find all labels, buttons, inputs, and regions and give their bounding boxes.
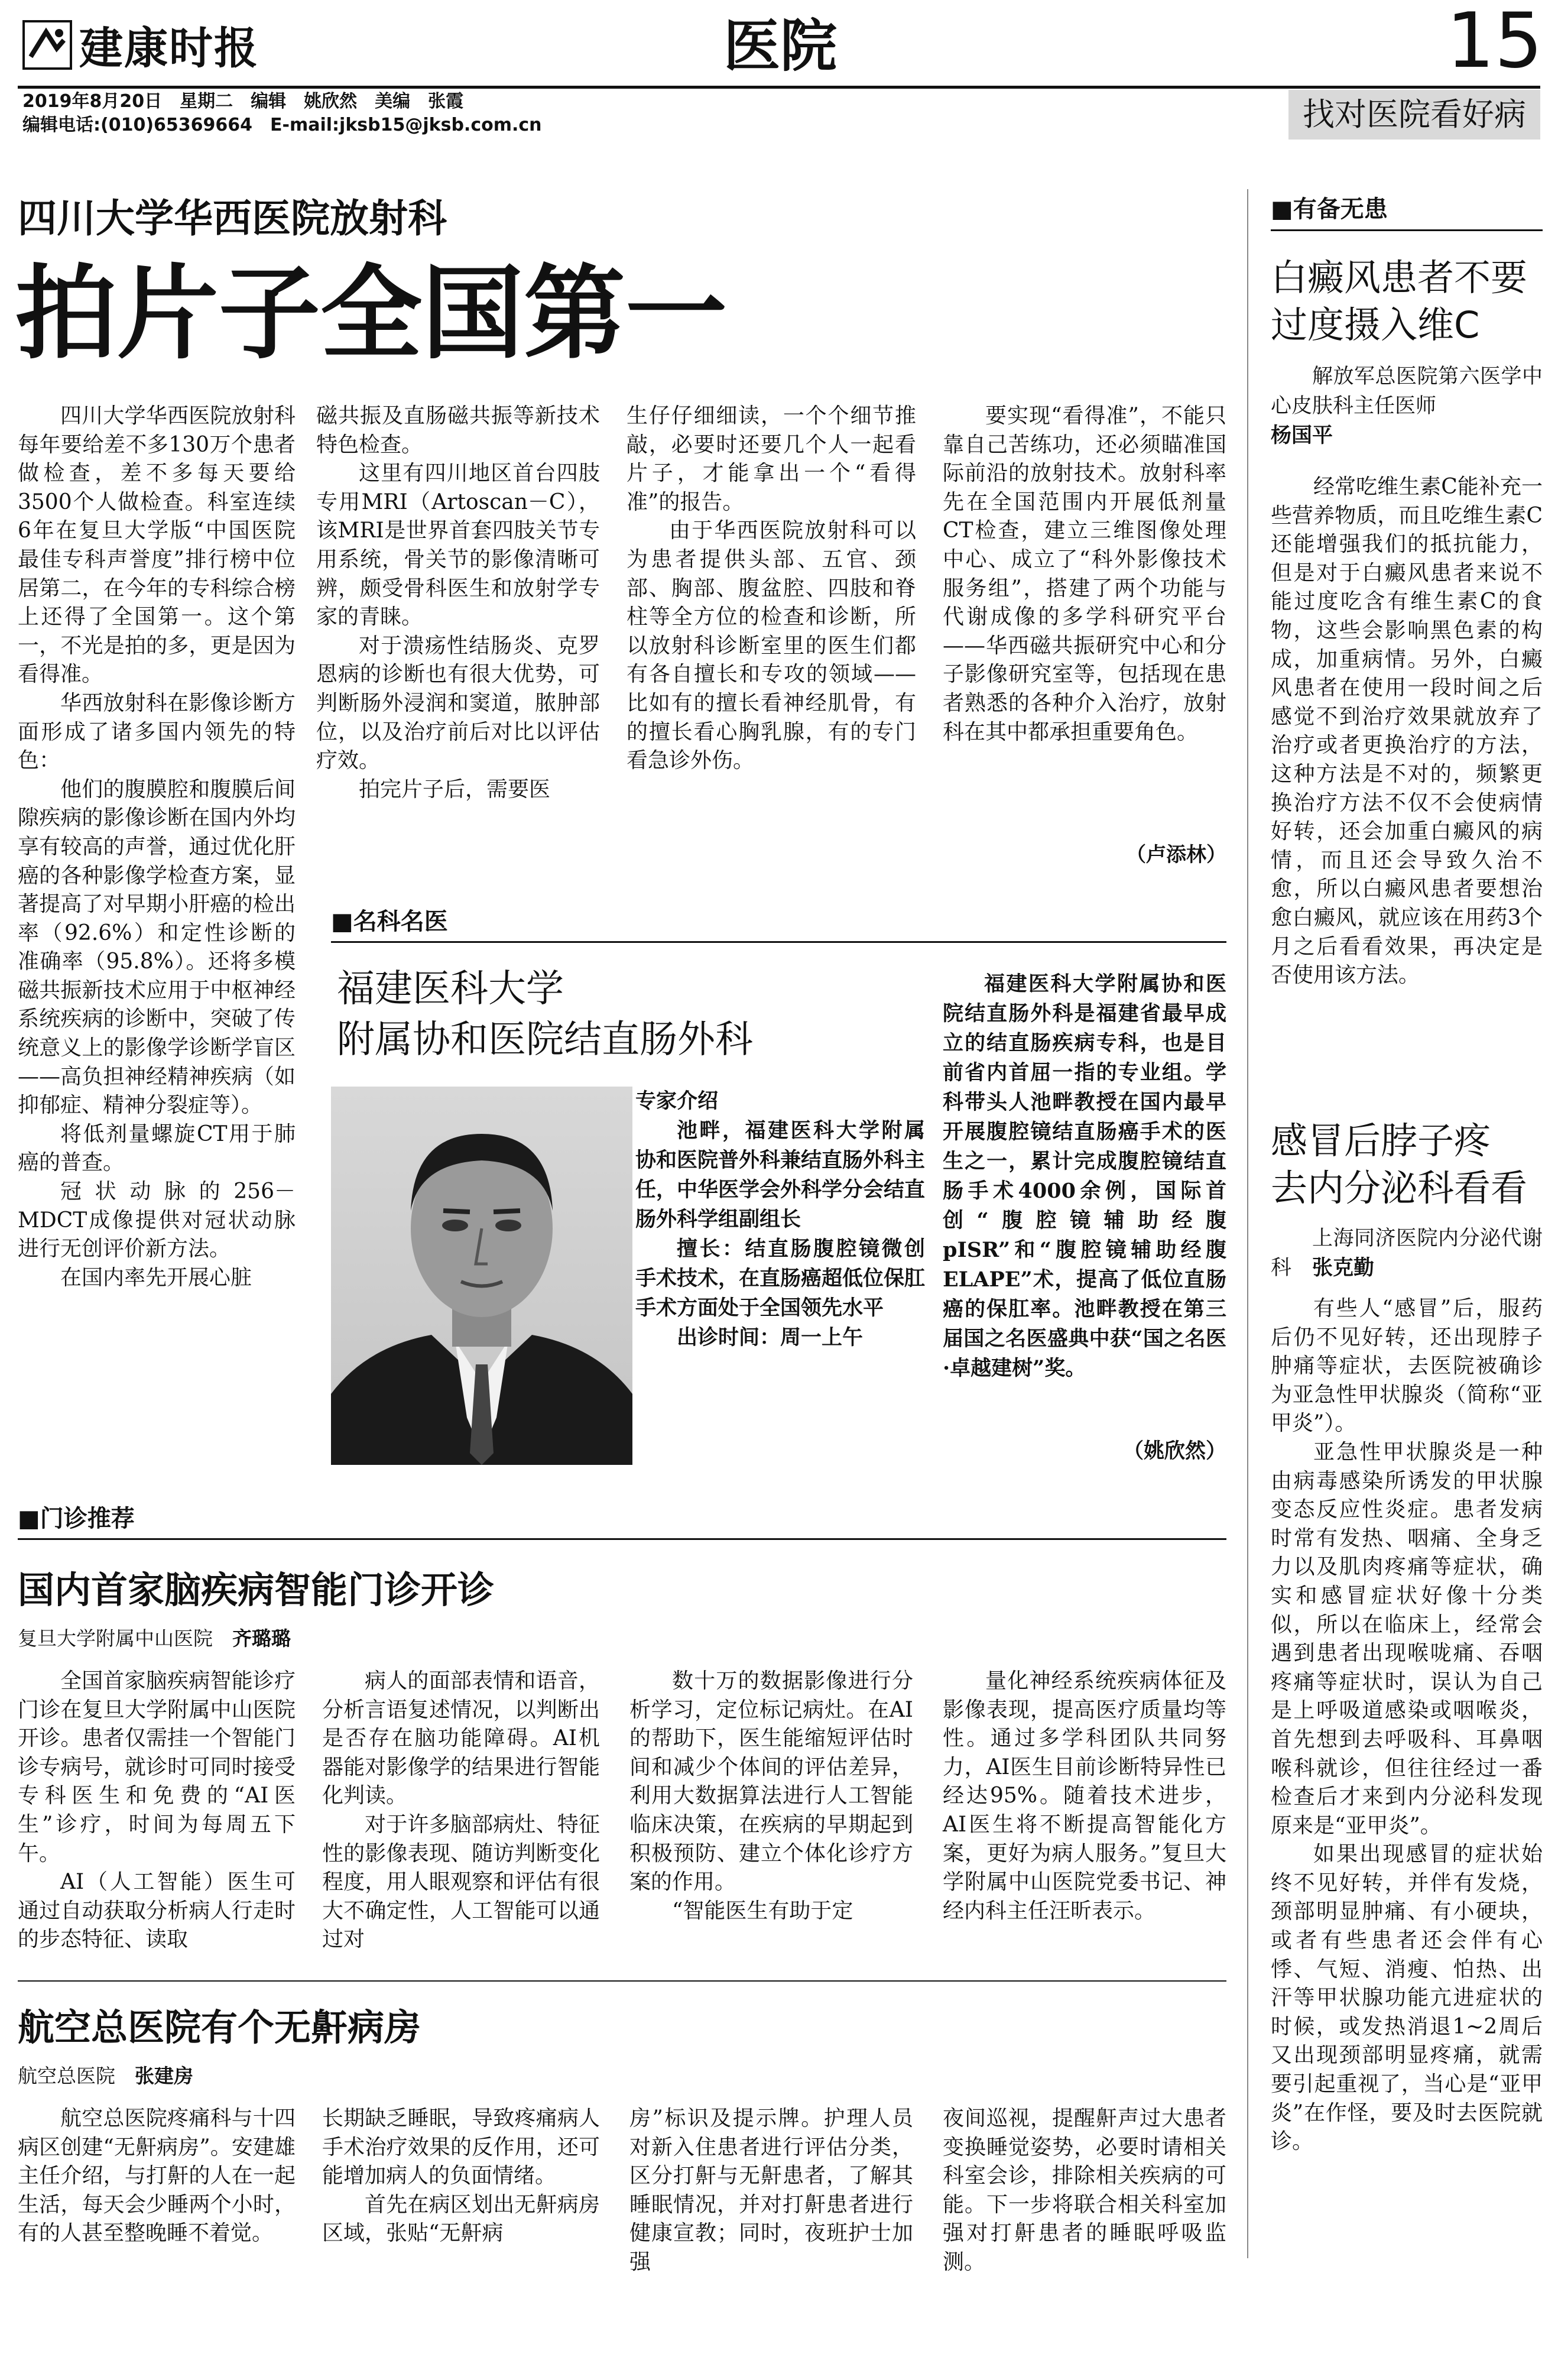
specialty-text: 结直肠腹腔镜微创手术技术，在直肠癌超低位保肛手术方面处于全国领先水平 bbox=[635, 1237, 926, 1320]
famous-dept-label: ■名科名医 bbox=[331, 908, 448, 935]
expert-bio-text: 福建医科大学附属协和医院普外科兼结直肠外科主任，中华医学会外科学分会结直肠外科学组副组长 bbox=[635, 1118, 926, 1231]
sidebar-article2-byline-org: 上海同济医院内分泌代谢科 bbox=[1271, 1227, 1543, 1280]
lead-column-4 bbox=[943, 402, 1226, 851]
clinic-headline: 国内首家脑疾病智能门诊开诊 bbox=[18, 1568, 495, 1611]
hours-label: 出诊时间： bbox=[677, 1326, 781, 1350]
famous-dept-description bbox=[943, 969, 1226, 1466]
famous-dept-author: （姚欣然） bbox=[1064, 1437, 1226, 1466]
paragraph: 这里有四川地区首台四肢专用MRI（Artoscan－C），该MRI是世界首套四肢关节专用系统，骨关节的影像清晰可辨，颇受骨科医生和放射学专家的青睐。 bbox=[316, 461, 600, 630]
sidebar-label: ■有备无患 bbox=[1271, 196, 1388, 223]
masthead bbox=[0, 0, 1558, 148]
sidebar-article1-headline bbox=[1271, 254, 1527, 349]
paragraph: 数十万的数据影像进行分析学习，定位标记病灶。在AI的帮助下，医生能缩短评估时间和减少个体间的评估差异，利用大数据算法进行人工智能临床决策，在疾病的早期起到积极预防、建立个体化诊疗方案的作用。 bbox=[629, 1669, 913, 1895]
snore-column-2 bbox=[322, 2105, 600, 2252]
paragraph: 如果出现感冒的症状始终不见好转，并伴有发烧，颈部明显肿痛、有小硬块，或者有些患者还会伴有心悸、气短、消瘦、怕热、出汗等甲状腺功能亢进症状的时候，或发热消退1~2周后又出现颈部明显疼痛，就需要引起重视了，当心是“亚甲炎”在作怪，要及时去医院就诊。 bbox=[1271, 1842, 1543, 2154]
paragraph: 全国首家脑疾病智能诊疗门诊在复旦大学附属中山医院开诊。患者仅需挂一个智能门诊专病号，就诊时可同时接受专科医生和免费的“AI医生”诊疗，时间为每周五下午。 bbox=[18, 1669, 296, 1866]
clinic-byline-author: 齐璐璐 bbox=[232, 1627, 291, 1650]
sidebar-article2-byline-author: 张克勤 bbox=[1312, 1256, 1375, 1280]
contact-line: 编辑电话:(010)65369664 E-mail:jksb15@jksb.com.cn bbox=[22, 115, 542, 135]
famous-dept-title-line2: 附属协和医院结直肠外科 bbox=[337, 1018, 753, 1062]
paragraph: 病人的面部表情和语音，分析言语复述情况，以判断出是否存在脑功能障碍。AI机器能对影像学的结果进行智能化判读。 bbox=[322, 1669, 600, 1808]
expert-hours bbox=[635, 1323, 925, 1353]
paragraph: 磁共振及直肠磁共振等新技术特色检查。 bbox=[316, 404, 600, 457]
logo-mark-icon bbox=[22, 20, 72, 70]
specialty-label: 擅长： bbox=[677, 1237, 745, 1261]
paper-name: 建康时报 bbox=[79, 23, 259, 74]
sidebar-article2-byline bbox=[1271, 1224, 1543, 1289]
famous-dept-title bbox=[337, 964, 753, 1065]
sidebar-divider bbox=[1247, 189, 1248, 2258]
clinic-column-3 bbox=[629, 1667, 913, 1963]
sidebar-article1-byline bbox=[1271, 362, 1543, 448]
paragraph: 夜间巡视，提醒鼾声过大患者变换睡觉姿势，必要时请相关科室会诊，排除相关疾病的可能。下一步将联合相关科室加强对打鼾患者的睡眠呼吸监测。 bbox=[943, 2106, 1226, 2274]
paragraph: 他们的腹膜腔和腹膜后间隙疾病的影像诊断在国内外均享有较高的声誉，通过优化肝癌的各种影像学检查方案，显著提高了对早期小肝癌的检出率（92.6%）和定性诊断的准确率（95.8%）。还将多模磁共振新技术应用于中枢神经系统疾病的诊断中，突破了传统意义上的影像学诊断学盲区——高负担神经精神疾病（如抑郁症、精神分裂症等）。 bbox=[18, 777, 296, 1118]
page-number: 15 bbox=[1446, 0, 1543, 85]
paragraph: 将低剂量螺旋CT用于肺癌的普查。 bbox=[18, 1121, 296, 1175]
lead-headline: 拍片子全国第一 bbox=[15, 253, 727, 373]
paragraph: 四川大学华西医院放射科每年要给差不多130万个患者做检查，差不多每天要给3500个人做检查。科室连续6年在复旦大学版“中国医院最佳专科声誉度”排行榜中位居第二，在今年的专科综合榜上还得了全国第一。这个第一，不光是拍的多，更是因为看得准。 bbox=[18, 404, 296, 687]
expert-specialty bbox=[635, 1234, 925, 1323]
snore-column-4 bbox=[943, 2105, 1226, 2274]
sidebar-article1-byline-org: 解放军总医院第六医学中心皮肤科主任医师 bbox=[1271, 365, 1543, 418]
sidebar-article1-headline-line1: 白癜风患者不要 bbox=[1271, 256, 1528, 299]
lead-column-2 bbox=[316, 402, 600, 887]
expert-bio bbox=[635, 1116, 925, 1234]
paragraph: 亚急性甲状腺炎是一种由病毒感染所诱发的甲状腺变态反应性炎症。患者发病时常有发热、咽痛、全身乏力以及肌肉疼痛等症状，确实和感冒症状好像十分类似，所以在临床上，经常会遇到患者出现喉咙痛、吞咽疼痛等症状时，误认为自己是上呼吸道感染或咽喉炎，首先想到去呼吸科、耳鼻咽喉科就诊，但往往经过一番检查后才来到内分泌科发现原来是“亚甲炎”。 bbox=[1271, 1439, 1543, 1838]
clinic-column-2 bbox=[322, 1667, 600, 1963]
paragraph: 首先在病区划出无鼾病房区域，张贴“无鼾病 bbox=[322, 2192, 600, 2246]
snore-byline-author: 张建房 bbox=[135, 2064, 193, 2087]
expert-intro bbox=[635, 1087, 925, 1465]
expert-photo bbox=[331, 1087, 632, 1465]
paragraph: 对于许多脑部病灶、特征性的影像表现、随访判断变化程度，用人眼观察和评估有很大不确定性，人工智能可以通过对 bbox=[322, 1812, 600, 1952]
lead-kicker: 四川大学华西医院放射科 bbox=[18, 196, 447, 241]
paragraph: 长期缺乏睡眠，导致疼痛病人手术治疗效果的反作用，还可能增加病人的负面情绪。 bbox=[322, 2106, 600, 2188]
lead-column-1 bbox=[18, 402, 296, 1469]
paragraph: 房”标识及提示牌。护理人员对新入住患者进行评估分类，区分打鼾与无鼾患者，了解其睡眠情况，并对打鼾患者进行健康宣教；同时，夜班护士加强 bbox=[629, 2106, 913, 2274]
slogan: 找对医院看好病 bbox=[1303, 96, 1526, 133]
sidebar-article2-headline bbox=[1271, 1117, 1527, 1212]
section-title: 医院 bbox=[723, 13, 837, 79]
date-line: 2019年8月20日 星期二 编辑 姚欣然 美编 张霞 bbox=[22, 91, 464, 112]
sidebar-article1-body bbox=[1271, 473, 1543, 1123]
paragraph: 对于溃疡性结肠炎、克罗恩病的诊断也有很大优势，可判断肠外浸润和窦道，脓肿部位，以及治疗前后对比以评估疗效。 bbox=[316, 633, 600, 773]
clinic-byline-org: 复旦大学附属中山医院 bbox=[18, 1627, 213, 1650]
famous-dept-description-text: 福建医科大学附属协和医院结直肠外科是福建省最早成立的结直肠疾病专科，也是目前省内首屈一指的专业组。学科带头人池畔教授在国内最早开展腹腔镜结直肠癌手术的医生之一，累计完成腹腔镜结直肠手术4000余例，国际首创“腹腔镜辅助经腹pISR”和“腹腔镜辅助经腹ELAPE”术，提高了低位直肠癌的保肛率。池畔教授在第三届国之名医盛典中获“国之名医·卓越建树”奖。 bbox=[943, 972, 1226, 1380]
snore-byline bbox=[18, 2063, 193, 2089]
snore-byline-org: 航空总医院 bbox=[18, 2064, 115, 2087]
sidebar-article2-byline-line bbox=[1271, 1224, 1543, 1283]
clinic-column-1 bbox=[18, 1667, 296, 1963]
clinic-rule bbox=[18, 1538, 1226, 1540]
paragraph: 在国内率先开展心脏 bbox=[60, 1265, 252, 1290]
clinic-byline bbox=[18, 1626, 291, 1652]
snore-column-1 bbox=[18, 2105, 296, 2252]
paper-logo bbox=[22, 15, 259, 74]
paragraph: 华西放射科在影像诊断方面形成了诸多国内领先的特色： bbox=[18, 690, 296, 773]
sidebar-rule bbox=[1271, 229, 1543, 231]
snore-column-3 bbox=[629, 2105, 913, 2274]
sidebar-article2-headline-line1: 感冒后脖子疼 bbox=[1271, 1119, 1491, 1162]
famous-dept-title-line1: 福建医科大学 bbox=[337, 967, 564, 1011]
sidebar-article1-headline-line2: 过度摄入维C bbox=[1271, 303, 1480, 346]
masthead-rule bbox=[18, 86, 1540, 89]
paragraph: 航空总医院疼痛科与十四病区创建“无鼾病房”。安建雄主任介绍，与打鼾的人在一起生活，每天会少睡两个小时，有的人甚至整晚睡不着觉。 bbox=[18, 2106, 296, 2246]
expert-heading: 专家介绍 bbox=[635, 1090, 719, 1113]
lead-author: （卢添林） bbox=[1126, 843, 1226, 867]
sidebar-article2-headline-line2: 去内分泌科看看 bbox=[1271, 1166, 1528, 1210]
paragraph: 经常吃维生素C能补充一些营养物质，而且吃维生素C还能增强我们的抵抗能力，但是对于白癜风患者来说不能过度吃含有维生素C的食物，这些会影响黑色素的构成，加重病情。另外，白癜风患者在使用一段时间之后感觉不到治疗效果就放弃了治疗或者更换治疗的方法，这种方法是不对的，频繁更换治疗方法不仅不会使病情好转，还会加重白癜风的病情，而且还会导致久治不愈，所以白癜风患者要想治愈白癜风，就应该在用药3个月之后看看效果，再决定是否使用该方法。 bbox=[1271, 475, 1543, 988]
sidebar-article1-byline-author: 杨国平 bbox=[1271, 424, 1333, 448]
snore-headline: 航空总医院有个无鼾病房 bbox=[18, 2006, 421, 2049]
expert-portrait-icon bbox=[331, 1087, 632, 1465]
paragraph: AI（人工智能）医生可通过自动获取分析病人行走时的步态特征、读取 bbox=[18, 1870, 296, 1952]
famous-dept-rule bbox=[331, 941, 1226, 943]
lead-column-3 bbox=[627, 402, 916, 887]
paragraph: 冠状动脉的256－MDCT成像提供对冠状动脉进行无创评价新方法。 bbox=[18, 1179, 296, 1262]
expert-name: 池畔， bbox=[677, 1119, 745, 1143]
sidebar-article2-body bbox=[1271, 1295, 1543, 2335]
clinic-label: ■门诊推荐 bbox=[18, 1505, 135, 1532]
paragraph: 生仔仔细细读，一个个细节推敲，必要时还要几个人一起看片子，才能拿出一个“看得准”的报告。 bbox=[627, 404, 916, 514]
paragraph: 要实现“看得准”，不能只靠自己苦练功，还必须瞄准国际前沿的放射技术。放射科率先在全国范围内开展低剂量CT检查，建立三维图像处理中心、成立了“科外影像技术服务组”，搭建了两个功能与代谢成像的多学科研究平台——华西磁共振研究中心和分子影像研究室等，包括现在患者熟悉的各种介入治疗，放射科在其中都承担重要角色。 bbox=[943, 404, 1226, 744]
paragraph: “智能医生有助于定 bbox=[672, 1898, 853, 1923]
clinic-divider bbox=[18, 1980, 1226, 1982]
paragraph: 有些人“感冒”后，服药后仍不见好转，还出现脖子肿痛等症状，去医院被确诊为亚急性甲状腺炎（简称“亚甲炎”）。 bbox=[1271, 1296, 1543, 1436]
paragraph: 由于华西医院放射科可以为患者提供头部、五官、颈部、胸部、腹盆腔、四肢和脊柱等全方位的检查和诊断，所以放射科诊断室里的医生们都有各自擅长和专攻的领域——比如有的擅长看神经肌骨，有的擅长看心胸乳腺，有的专门看急诊外伤。 bbox=[627, 518, 916, 773]
hours-text: 周一上午 bbox=[780, 1325, 864, 1350]
paragraph: 量化神经系统疾病体征及影像表现，提高医疗质量均等性。通过多学科团队共同努力，AI医生目前诊断特异性已经达95%。随着技术进步，AI医生将不断提高智能化方案，更好为病人服务。”复旦大学附属中山医院党委书记、神经内科主任汪昕表示。 bbox=[943, 1669, 1226, 1923]
clinic-column-4 bbox=[943, 1667, 1226, 1963]
paragraph: 拍完片子后，需要医 bbox=[359, 777, 551, 802]
